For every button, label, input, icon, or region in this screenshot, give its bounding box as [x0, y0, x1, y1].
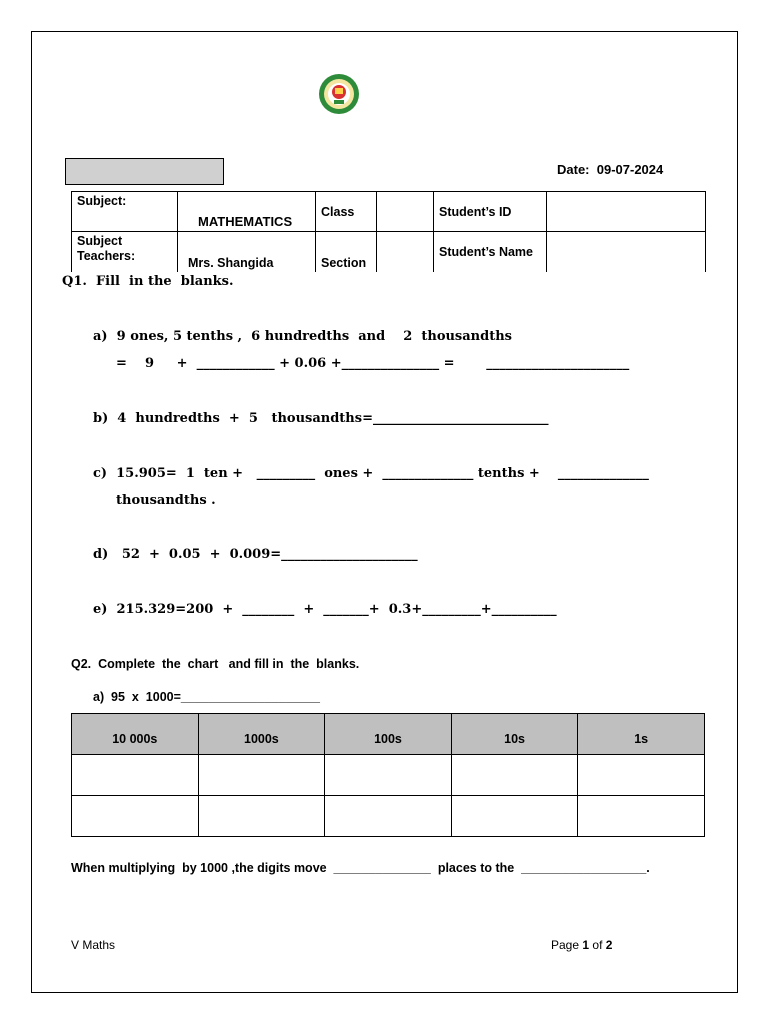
student-id-label: Student’s ID	[434, 192, 547, 232]
place-value-chart	[71, 713, 705, 837]
student-info-table	[71, 191, 706, 272]
info-row-subject	[72, 192, 706, 232]
student-name-label: Student’s Name	[434, 232, 547, 272]
q1-e: e) 215.329=200 + ________ + _______+ 0.3+_________+__________	[93, 602, 557, 617]
chart-cell[interactable]	[578, 755, 705, 796]
chart-row	[72, 755, 705, 796]
subject-value: MATHEMATICS	[178, 192, 316, 232]
chart-cell[interactable]	[198, 755, 325, 796]
page-word: Page	[551, 938, 580, 952]
q2-title: Q2. Complete the chart and fill in the blanks.	[71, 657, 360, 671]
chart-header-cell: 1s	[578, 714, 705, 755]
info-row-teacher	[72, 232, 706, 272]
chart-cell[interactable]	[451, 755, 578, 796]
q1-b: b) 4 hundredths + 5 thousandths=___________________________	[93, 411, 549, 426]
chart-cell[interactable]	[578, 796, 705, 837]
class-value[interactable]	[377, 192, 434, 232]
subject-label: Subject:	[72, 192, 178, 232]
q2-sentence: When multiplying by 1000 ,the digits move ______________ places to the __________________.	[71, 861, 650, 875]
teachers-value: Mrs. Shangida	[178, 232, 316, 272]
chart-header-cell: 10 000s	[72, 714, 199, 755]
page-current: 1	[582, 938, 590, 952]
date-label: Date:	[557, 162, 590, 177]
q1-title: Q1. Fill in the blanks.	[62, 274, 234, 289]
q1-c-line2: thousandths .	[116, 493, 216, 508]
teachers-label	[72, 232, 178, 272]
chart-header-cell: 100s	[325, 714, 452, 755]
chart-header-row	[72, 714, 705, 755]
q2-a: a) 95 x 1000=____________________	[93, 690, 320, 704]
student-id-value[interactable]	[547, 192, 706, 232]
page-total: 2	[605, 938, 613, 952]
chart-row	[72, 796, 705, 837]
page-number	[551, 938, 612, 952]
q1-c-line1: c) 15.905= 1 ten + _________ ones + ______________ tenths + ______________	[93, 466, 649, 481]
chart-cell[interactable]	[325, 755, 452, 796]
section-label: Section	[316, 232, 377, 272]
section-value[interactable]	[377, 232, 434, 272]
teachers-label-line1: Subject	[77, 234, 123, 248]
class-label: Class	[316, 192, 377, 232]
teachers-label-line2: Teachers:	[77, 249, 136, 263]
school-logo	[313, 73, 365, 115]
footer-subject: V Maths	[71, 938, 116, 952]
chart-cell[interactable]	[72, 755, 199, 796]
chart-header-cell: 10s	[451, 714, 578, 755]
q1-a-line1: a) 9 ones, 5 tenths , 6 hundredths and 2 thousandths	[93, 329, 512, 344]
chart-cell[interactable]	[72, 796, 199, 837]
chart-cell[interactable]	[451, 796, 578, 837]
q1-a-line2: = 9 + ____________ + 0.06 +_______________ = ______________________	[116, 356, 630, 371]
chart-header-cell: 1000s	[198, 714, 325, 755]
date-value: 09-07-2024	[596, 162, 664, 177]
of-word: of	[592, 938, 603, 952]
date-text	[557, 162, 663, 177]
q1-d: d) 52 + 0.05 + 0.009=_____________________	[93, 547, 418, 562]
chart-cell[interactable]	[198, 796, 325, 837]
name-box	[65, 158, 224, 185]
chart-cell[interactable]	[325, 796, 452, 837]
student-name-value[interactable]	[547, 232, 706, 272]
